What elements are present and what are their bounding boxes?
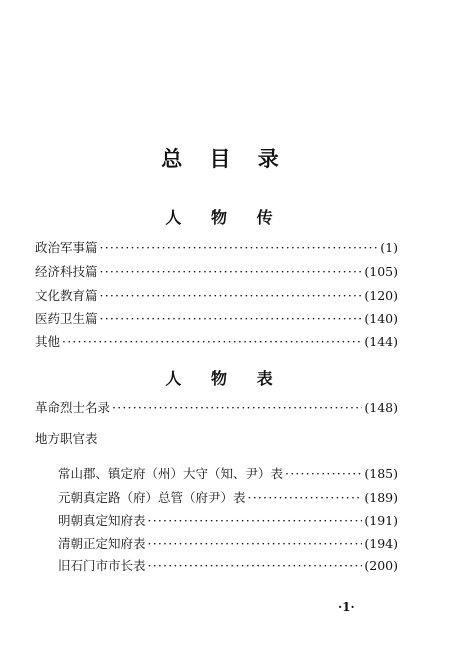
leader-dots xyxy=(100,240,379,256)
toc-entry-label: 其他 xyxy=(35,334,61,349)
leader-dots xyxy=(148,558,363,574)
section-heading-biographies: 人 物 传 xyxy=(165,208,285,227)
toc-entry-page: (191) xyxy=(364,513,398,528)
toc-entry-label: 元朝真定路（府）总管（府尹）表 xyxy=(58,490,246,505)
toc-subentry[interactable] xyxy=(58,513,398,529)
toc-entry-label: 政治军事篇 xyxy=(35,240,98,255)
toc-entry-label: 清朝正定知府表 xyxy=(58,536,146,551)
leader-dots xyxy=(100,264,363,280)
toc-entry-page: (144) xyxy=(364,334,398,349)
toc-entry[interactable] xyxy=(35,311,398,327)
toc-entry[interactable] xyxy=(35,400,398,416)
toc-entry-page: (200) xyxy=(364,558,398,573)
toc-entry-label: 旧石门市市长表 xyxy=(58,558,146,573)
toc-title: 总 目 录 xyxy=(161,147,289,171)
toc-entry-label: 革命烈士名录 xyxy=(35,400,111,415)
toc-subentry[interactable] xyxy=(58,466,398,482)
leader-dots xyxy=(100,288,363,304)
toc-entry-page: (1) xyxy=(380,240,398,255)
toc-entry-page: (185) xyxy=(364,466,398,481)
leader-dots xyxy=(100,311,363,327)
toc-entry-label: 文化教育篇 xyxy=(35,288,98,303)
leader-dots xyxy=(285,466,362,482)
leader-dots xyxy=(62,334,362,350)
leader-dots xyxy=(148,536,363,552)
toc-entry[interactable] xyxy=(35,240,398,256)
toc-subentry[interactable] xyxy=(58,558,398,574)
toc-entry-label: 常山郡、镇定府（州）大守（知、尹）表 xyxy=(58,466,284,481)
page-number: ·1· xyxy=(338,600,355,614)
toc-subentry[interactable] xyxy=(58,536,398,552)
toc-entry-label: 明朝真定知府表 xyxy=(58,513,146,528)
toc-entry-page: (140) xyxy=(364,311,398,326)
leader-dots xyxy=(112,400,362,416)
section-heading-tables: 人 物 表 xyxy=(165,369,285,388)
toc-entry-page: (105) xyxy=(364,264,398,279)
toc-entry-page: (120) xyxy=(364,288,398,303)
toc-entry[interactable] xyxy=(35,264,398,280)
toc-entry-page: (194) xyxy=(364,536,398,551)
toc-entry-label: 医药卫生篇 xyxy=(35,311,98,326)
toc-entry-label: 经济科技篇 xyxy=(35,264,98,279)
leader-dots xyxy=(148,513,363,529)
toc-entry[interactable] xyxy=(35,288,398,304)
toc-entry-page: (189) xyxy=(364,490,398,505)
toc-entry-page: (148) xyxy=(364,400,398,415)
subsection-heading: 地方职官表 xyxy=(35,431,98,446)
toc-subentry[interactable] xyxy=(58,490,398,506)
leader-dots xyxy=(248,490,363,506)
toc-entry[interactable] xyxy=(35,334,398,350)
